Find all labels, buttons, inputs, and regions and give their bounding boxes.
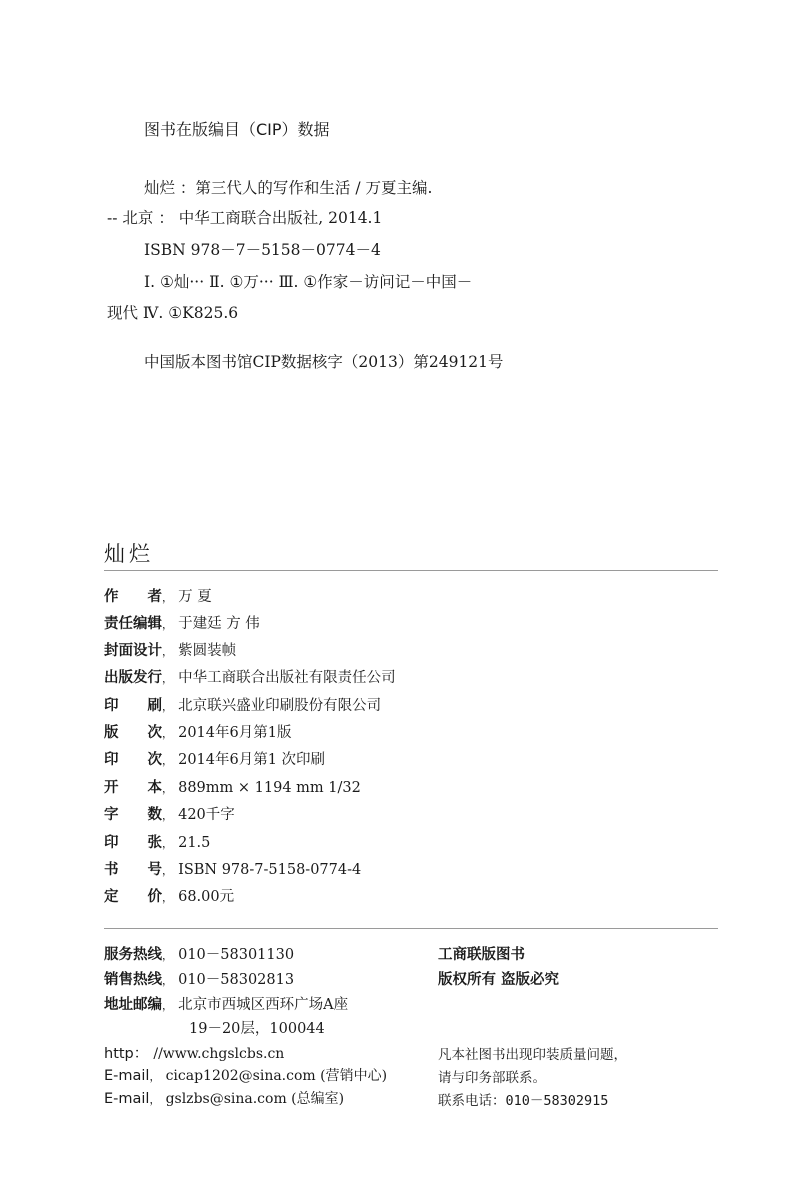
- divider-bottom: [104, 928, 718, 929]
- credit-label: 印次: [104, 752, 162, 768]
- address-line-2: 19－20层，100044: [189, 1021, 325, 1037]
- credit-row-cover-design: 封面设计， 紫圆装帧: [104, 639, 236, 660]
- credit-row-printer: 印刷， 北京联兴盛业印刷股份有限公司: [104, 694, 381, 715]
- cip-publisher-line: -- 北京 ： 中华工商联合出版社, 2014.1: [107, 209, 383, 227]
- email-marketing-value[interactable]: cicap1202@sina.com (营销中心): [165, 1068, 388, 1084]
- credit-value: 2014年6月第1版: [178, 725, 292, 741]
- rights-notice: 版权所有 盗版必究: [438, 972, 560, 988]
- credit-value: 889mm × 1194 mm 1/32: [178, 780, 361, 796]
- credit-row-impression: 印次， 2014年6月第1 次印刷: [104, 748, 325, 769]
- service-hotline: 服务热线， 010－58301130: [104, 947, 295, 963]
- credit-value: 21.5: [178, 835, 211, 851]
- email-editorial: E-mail， gslzbs@sina.com (总编室): [104, 1091, 345, 1107]
- sales-hotline: 销售热线， 010－58302813: [104, 972, 295, 988]
- credit-value: ISBN 978-7-5158-0774-4: [178, 862, 362, 878]
- credit-label: 封面设计: [104, 643, 162, 659]
- contact-phone: 联系电话：010－58302915: [438, 1093, 609, 1109]
- credit-label: 字数: [104, 807, 162, 823]
- credit-row-isbn: 书号， ISBN 978-7-5158-0774-4: [104, 858, 361, 879]
- email-label: E-mail: [104, 1091, 150, 1107]
- credit-row-editor: 责任编辑， 于建廷 方 伟: [104, 612, 260, 633]
- credit-label: 责任编辑: [104, 616, 162, 632]
- website-label: http: [104, 1046, 134, 1062]
- cip-heading: 图书在版编目（CIP）数据: [144, 120, 330, 139]
- credit-value: 中华工商联合出版社有限责任公司: [178, 670, 396, 686]
- sales-hotline-value: 010－58302813: [178, 972, 295, 988]
- credit-value: 2014年6月第1 次印刷: [178, 752, 326, 768]
- credit-value: 紫圆装帧: [178, 643, 237, 659]
- address-line-1: 北京市西城区西环广场A座: [178, 997, 349, 1013]
- cip-title-line: 灿烂 ：第三代人的写作和生活 / 万夏主编.: [144, 179, 433, 197]
- credit-label: 书号: [104, 862, 162, 878]
- service-hotline-label: 服务热线: [104, 947, 162, 963]
- quality-notice-line-2: 请与印务部联系。: [438, 1070, 546, 1086]
- credit-value: 68.00元: [178, 889, 235, 905]
- credit-label: 印刷: [104, 698, 162, 714]
- credit-row-sheets: 印张， 21.5: [104, 831, 210, 852]
- credit-value: 420千字: [178, 807, 235, 823]
- cip-classification-line: Ⅰ. ①灿··· Ⅱ. ①万··· Ⅲ. ①作家－访问记－中国－: [144, 273, 473, 291]
- book-title: 灿烂: [104, 542, 154, 566]
- credit-value: 万 夏: [178, 589, 212, 605]
- credit-label: 开本: [104, 780, 162, 796]
- credit-row-format: 开本， 889mm × 1194 mm 1/32: [104, 776, 361, 797]
- cip-isbn-line: ISBN 978－7－5158－0774－4: [144, 241, 381, 259]
- publisher-brand: 工商联版图书: [438, 947, 525, 963]
- credit-row-edition: 版次， 2014年6月第1版: [104, 721, 291, 742]
- credit-label: 版次: [104, 725, 162, 741]
- credit-row-publisher: 出版发行， 中华工商联合出版社有限责任公司: [104, 666, 396, 687]
- credit-label: 印张: [104, 835, 162, 851]
- sales-hotline-label: 销售热线: [104, 972, 162, 988]
- credit-value: 北京联兴盛业印刷股份有限公司: [178, 698, 382, 714]
- email-editorial-value[interactable]: gslzbs@sina.com (总编室): [165, 1091, 345, 1107]
- service-hotline-value: 010－58301130: [178, 947, 295, 963]
- credit-row-word-count: 字数， 420千字: [104, 803, 235, 824]
- credit-value: 于建廷 方 伟: [178, 616, 260, 632]
- credit-row-author: 作者， 万 夏: [104, 585, 212, 606]
- website: http： //www.chgslcbs.cn: [104, 1046, 285, 1062]
- cip-classification-line-2: 现代 Ⅳ. ①K825.6: [107, 304, 239, 322]
- credit-row-price: 定价， 68.00元: [104, 885, 234, 906]
- credit-label: 定价: [104, 889, 162, 905]
- address-label: 地址邮编: [104, 997, 162, 1013]
- email-label: E-mail: [104, 1068, 150, 1084]
- credit-label: 出版发行: [104, 670, 162, 686]
- divider-top: [104, 570, 718, 571]
- cip-record-number: 中国版本图书馆CIP数据核字（2013）第249121号: [144, 353, 504, 371]
- address: 地址邮编， 北京市西城区西环广场A座: [104, 997, 349, 1013]
- quality-notice-line-1: 凡本社图书出现印装质量问题，: [438, 1047, 627, 1063]
- email-marketing: E-mail， cicap1202@sina.com (营销中心): [104, 1068, 388, 1084]
- credit-label: 作者: [104, 589, 162, 605]
- website-link[interactable]: //www.chgslcbs.cn: [153, 1046, 285, 1062]
